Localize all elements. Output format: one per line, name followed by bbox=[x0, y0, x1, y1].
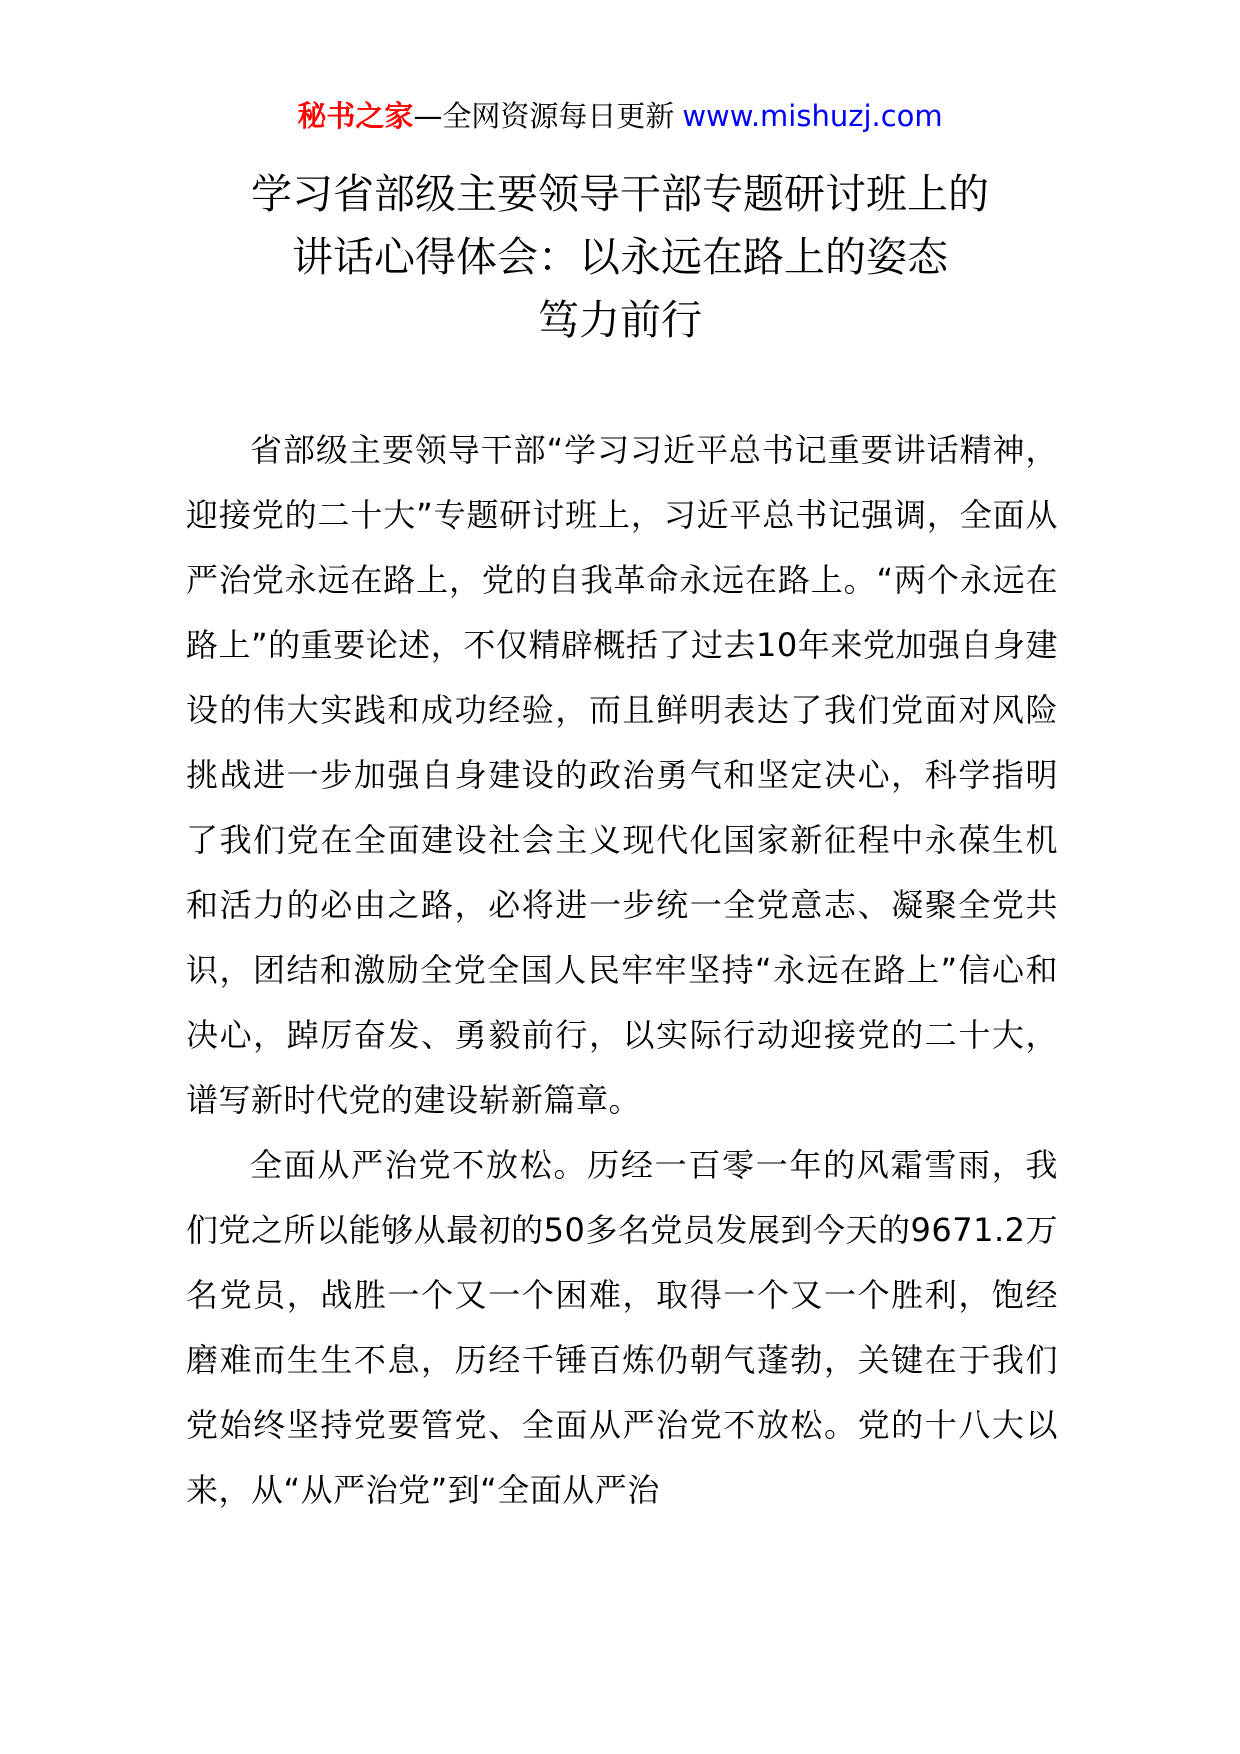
header-tagline: —全网资源每日更新 bbox=[413, 99, 675, 133]
document-body bbox=[186, 418, 1058, 1523]
title-line: 讲话心得体会：以永远在路上的姿态 bbox=[292, 233, 948, 281]
document-title bbox=[150, 163, 1090, 352]
site-url-link[interactable]: www.mishuzj.com bbox=[682, 99, 943, 133]
title-line: 笃力前行 bbox=[538, 296, 702, 344]
body-paragraph: 省部级主要领导干部“学习习近平总书记重要讲话精神，迎接党的二十大”专题研讨班上，习近平总书记强调，全面从严治党永远在路上，党的自我革命永远在路上。“两个永远在路上”的重要论述，不仅精辟概括了过去10年来党加强自身建设的伟大实践和成功经验，而且鲜明表达了我们党面对风险挑战进一步加强自身建设的政治勇气和坚定决心，科学指明了我们党在全面建设社会主义现代化国家新征程中永葆生机和活力的必由之路，必将进一步统一全党意志、凝聚全党共识，团结和激励全党全国人民牢牢坚持“永远在路上”信心和决心，踔厉奋发、勇毅前行，以实际行动迎接党的二十大，谱写新时代党的建设崭新篇章。 bbox=[186, 431, 1058, 1119]
site-header bbox=[0, 96, 1240, 136]
brand-name: 秘书之家 bbox=[297, 99, 414, 133]
title-line: 学习省部级主要领导干部专题研讨班上的 bbox=[251, 170, 989, 218]
body-paragraph: 全面从严治党不放松。历经一百零一年的风霜雪雨，我们党之所以能够从最初的50多名党员发展到今天的9671.2万名党员，战胜一个又一个困难，取得一个又一个胜利，饱经磨难而生生不息，历经千锤百炼仍朝气蓬勃，关键在于我们党始终坚持党要管党、全面从严治党不放松。党的十八大以来，从“从严治党”到“全面从严治 bbox=[186, 1146, 1058, 1509]
